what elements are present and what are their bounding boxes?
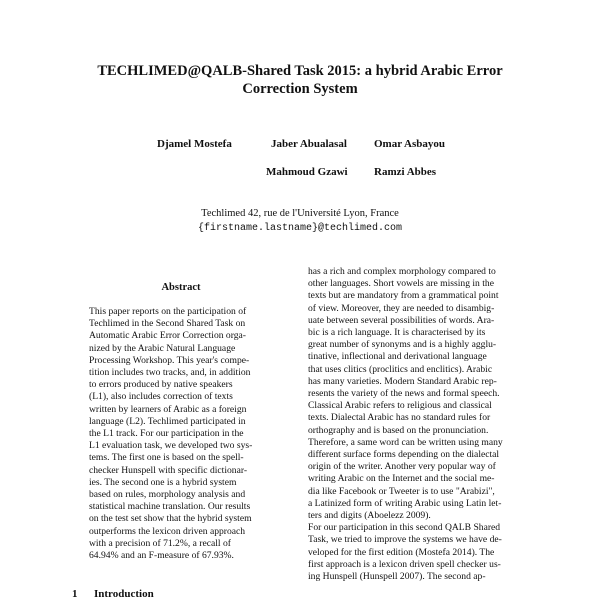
abstract-line: ies. The second one is a hybrid system	[89, 476, 237, 488]
abstract-line: on the test set show that the hybrid system	[89, 513, 252, 525]
abstract-line: checker Hunspell with specific dictionar-	[89, 464, 248, 476]
paper-title	[60, 62, 540, 98]
section-heading-introduction	[72, 588, 154, 600]
abstract-line: tition includes two tracks, and, in addition	[89, 367, 251, 379]
body-line: dia like Facebook or Tweeter is to use "Arabizi",	[308, 485, 495, 497]
title-line-2: Correction System	[242, 81, 358, 97]
abstract-line: This paper reports on the participation of	[89, 306, 247, 317]
body-line: Therefore, a same word can be written using many	[308, 436, 503, 448]
author-name: Omar Asbayou	[374, 138, 446, 150]
section-number: 1	[72, 588, 78, 600]
abstract-line: outperforms the lexicon driven approach	[89, 525, 246, 537]
body-line: that uses clitics (proclitics and enclitics). Arabic	[308, 363, 493, 375]
abstract-line: the L1 track. For our participation in the	[89, 428, 244, 440]
body-line: origin of the writer. Another very popular way of	[308, 461, 496, 473]
abstract-line: L1 evaluation task, we developed two sys-	[89, 440, 253, 452]
body-line: ing Hunspell (Hunspell 2007). The second ap-	[308, 571, 486, 583]
abstract-line: with a precision of 71.2%, a recall of	[89, 537, 231, 549]
body-line: resents the variety of the news and formal speech.	[308, 388, 500, 400]
body-line: first approach is a lexicon driven spell checker us-	[308, 558, 501, 570]
title-line-1: TECHLIMED@QALB-Shared Task 2015: a hybrid Arabic Error	[97, 63, 503, 79]
abstract-line: Processing Workshop. This year's compe-	[89, 354, 250, 366]
body-line: great number of synonyms and is a highly agglu-	[308, 339, 497, 351]
author-name: Djamel Mostefa	[157, 138, 232, 150]
abstract-line: to errors produced by native speakers	[89, 379, 233, 391]
contact-email: {firstname.lastname}@techlimed.com	[197, 223, 403, 234]
body-line: different surface forms depending on the dialectal	[308, 449, 500, 461]
body-line: writing Arabic on the Internet and the social me-	[308, 473, 495, 485]
section-title: Introduction	[94, 588, 154, 600]
body-line: Classical Arabic refers to religious and classical	[308, 400, 492, 412]
abstract-line: written by learners of Arabic as a foreign	[89, 403, 247, 415]
body-line: other languages. Short vowels are missing in the	[308, 278, 494, 290]
abstract-line: based on rules, morphology analysis and	[89, 489, 246, 501]
abstract-heading: Abstract	[161, 282, 201, 293]
body-line: tinative, inflectional and derivational language	[308, 351, 487, 363]
abstract-line: tems. The first one is based on the spell-	[89, 452, 244, 464]
body-line: Task, we tried to improve the systems we have de-	[308, 534, 502, 546]
body-line: uate between several possibilities of words. Ara-	[308, 314, 495, 326]
body-line: texts. Dialectal Arabic has no standard rules for	[308, 412, 491, 424]
body-line: bic is a rich language. It is characterised by its	[308, 327, 486, 339]
abstract-line: nized by the Arabic Natural Language	[89, 342, 236, 354]
body-line: has a rich and complex morphology compared to	[308, 266, 496, 277]
right-column-body	[308, 266, 530, 583]
body-line: of view. Moreover, they are needed to disambig-	[308, 302, 495, 314]
body-line: ters and digits (Aboelezz 2009).	[308, 510, 431, 522]
body-line: For our participation in this second QALB Shared	[308, 522, 501, 534]
body-line: orthography and is based on the pronunciation.	[308, 424, 489, 436]
abstract-line: statistical machine translation. Our results	[89, 501, 251, 513]
abstract-line: 64.94% and an F-measure of 67.93%.	[89, 550, 234, 562]
author-name: Ramzi Abbes	[374, 166, 437, 178]
abstract-line: language (L2). Techlimed participated in	[89, 415, 246, 427]
abstract-line: (L1), also includes correction of texts	[89, 391, 233, 403]
abstract-line: Techlimed in the Second Shared Task on	[89, 318, 246, 330]
body-line: a Latinized form of writing Arabic using Latin let-	[308, 497, 502, 509]
body-line: veloped for the first edition (Mostefa 2014). The	[308, 546, 495, 558]
body-line: has many varieties. Modern Standard Arabic rep-	[308, 375, 497, 387]
author-name: Jaber Abualasal	[271, 138, 347, 150]
abstract-line: Automatic Arabic Error Correction orga-	[89, 330, 246, 342]
affiliation: Techlimed 42, rue de l'Université Lyon, France	[201, 208, 399, 219]
author-name: Mahmoud Gzawi	[266, 166, 348, 178]
body-line: texts but are mandatory from a grammatical point	[308, 290, 499, 302]
abstract-body	[89, 306, 275, 562]
